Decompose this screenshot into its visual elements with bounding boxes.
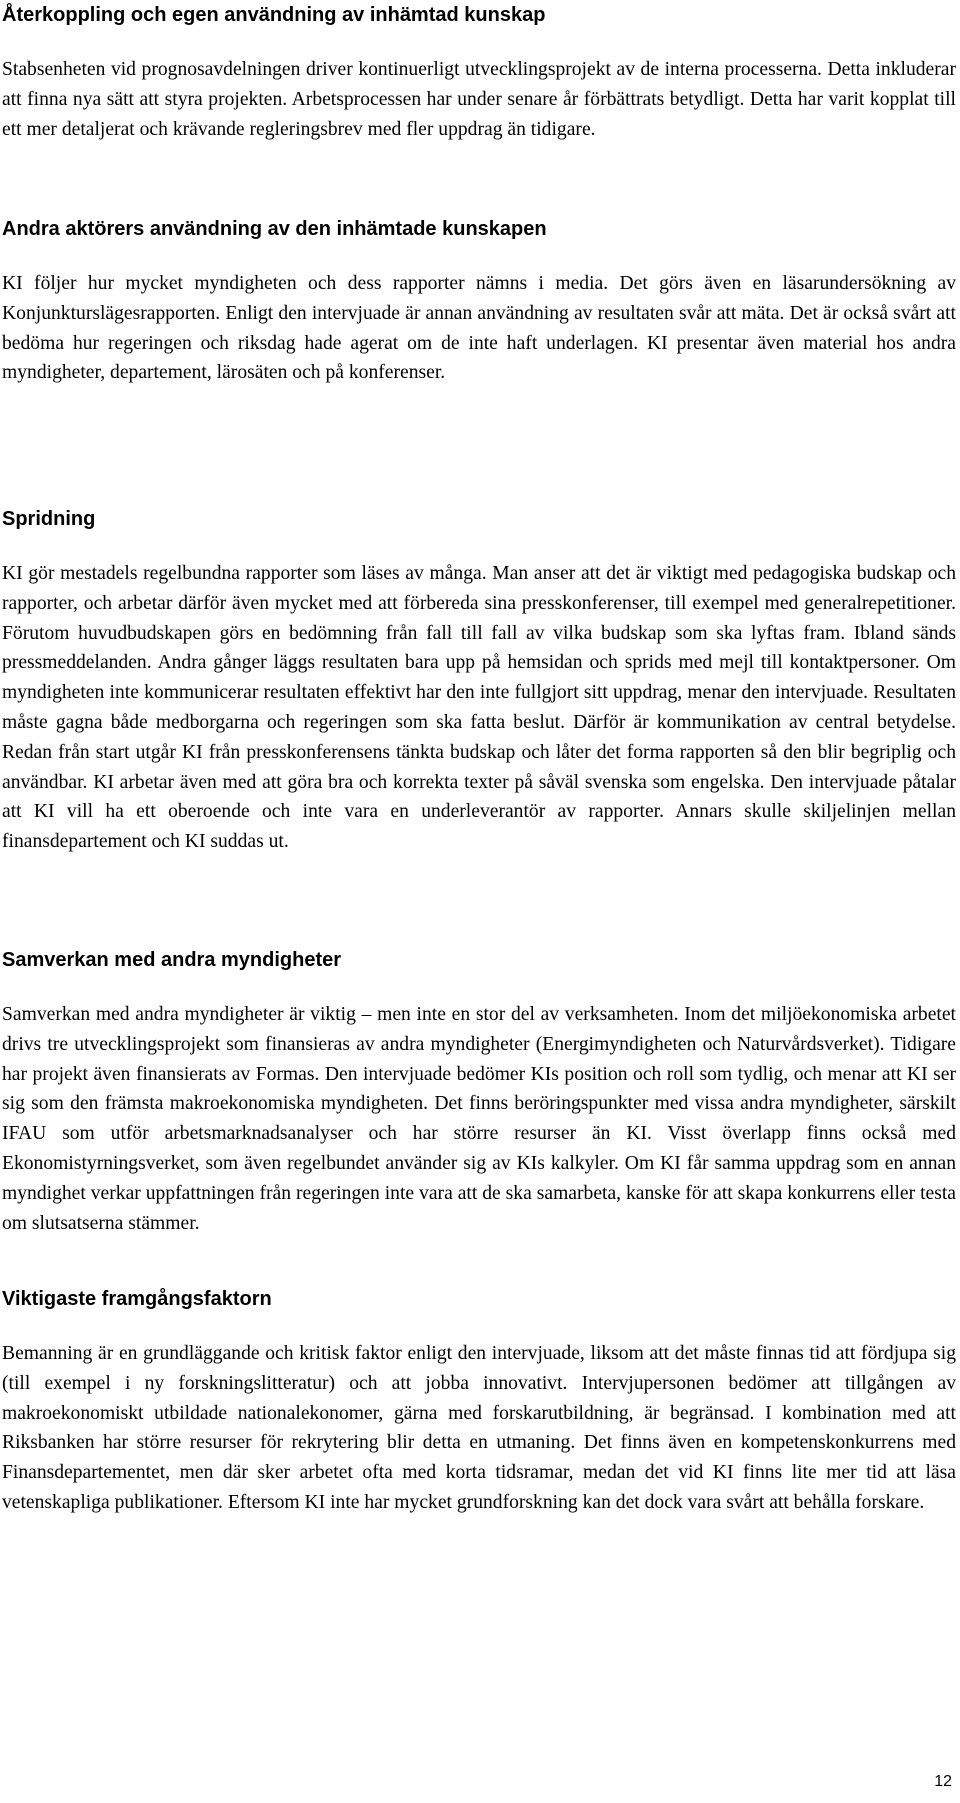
heading-andra-aktorers: Andra aktörers användning av den inhämtade kunskapen bbox=[2, 218, 547, 240]
paragraph-spridning: KI gör mestadels regelbundna rapporter som läses av många. Man anser att det är viktigt med pedagogiska budskap och rapporter, och arbetar därför även mycket med att förbereda sina presskonferenser, till exempel med generalrepetitioner. Förutom huvudbudskapen görs en bedömning från fall till fall av vilka budskap som ska lyftas fram. Ibland sänds pressmeddelanden. Andra gånger läggs resultaten bara upp på hemsidan och sprids med mejl till kontaktpersoner. Om myndigheten inte kommunicerar resultaten effektivt har den inte fullgjort sitt uppdrag, menar den intervjuade. Resultaten måste gagna både medborgarna och regeringen som ska fatta beslut. Därför är kommunikation av central betydelse. Redan från start utgår KI från presskonferensens tänkta budskap och låter det forma rapporten så den blir begriplig och användbar. KI arbetar även med att göra bra och korrekta texter på såväl svenska som engelska. Den intervjuade påtalar att KI vill ha ett oberoende och inte vara en underleverantör av rapporter. Annars skulle skiljelinjen mellan finansdepartement och KI suddas ut. bbox=[2, 563, 956, 853]
heading-samverkan: Samverkan med andra myndigheter bbox=[2, 949, 342, 971]
heading-framgangsfaktorn: Viktigaste framgångsfaktorn bbox=[2, 1288, 272, 1310]
heading-aterkoppling: Återkoppling och egen användning av inhämtad kunskap bbox=[2, 4, 546, 26]
page-number: 12 bbox=[934, 1773, 952, 1790]
paragraph-andra-aktorers: KI följer hur mycket myndigheten och dess rapporter nämns i media. Det görs även en läsarundersökning av Konjunkturslägesrapporten. Enligt den intervjuade är annan användning av resultaten svår att mäta. Det är också svårt att bedöma hur regeringen och riksdag hade agerat om de inte haft underlagen. KI presentar även material hos andra myndigheter, departement, lärosäten och på konferenser. bbox=[2, 273, 956, 384]
paragraph-framgangsfaktorn: Bemanning är en grundläggande och kritisk faktor enligt den intervjuade, liksom att det måste finnas tid att fördjupa sig (till exempel i ny forskningslitteratur) och att jobba innovativt. Intervjupersonen bedömer att tillgången av makroekonomiskt utbildade nationalekonomer, gärna med forskarutbildning, är begränsad. I kombination med att Riksbanken har större resurser för rekrytering blir detta en utmaning. Det finns även en kompetenskonkurrens med Finansdepartementet, men där sker arbetet ofta med korta tidsramar, medan det vid KI finns lite mer tid att läsa vetenskapliga publikationer. Eftersom KI inte har mycket grundforskning kan det dock vara svårt att behålla forskare. bbox=[2, 1343, 956, 1513]
paragraph-samverkan: Samverkan med andra myndigheter är viktig – men inte en stor del av verksamheten. Inom det miljöekonomiska arbetet drivs tre utvecklingsprojekt som finansieras av andra myndigheter (Energimyndigheten och Naturvårdsverket). Tidigare har projekt även finansierats av Formas. Den intervjuade bedömer KIs position och roll som tydlig, och menar att KI ser sig som den främsta makroekonomiska myndigheten. Det finns beröringspunkter med vissa andra myndigheter, särskilt IFAU som utför arbetsmarknadsanalyser och har större resurser än KI. Visst överlapp finns också med Ekonomistyrningsverket, som även regelbundet använder sig av KIs kalkyler. Om KI får samma uppdrag som en annan myndighet verkar uppfattningen från regeringen inte vara att de ska samarbeta, kanske för att skapa konkurrens eller testa om slutsatserna stämmer. bbox=[2, 1004, 956, 1234]
paragraph-aterkoppling: Stabsenheten vid prognosavdelningen driver kontinuerligt utvecklingsprojekt av de interna processerna. Detta inkluderar att finna nya sätt att styra projekten. Arbetsprocessen har under senare år förbättrats betydligt. Detta har varit kopplat till ett mer detaljerat och krävande regleringsbrev med fler uppdrag än tidigare. bbox=[2, 59, 956, 140]
heading-spridning: Spridning bbox=[2, 508, 96, 530]
